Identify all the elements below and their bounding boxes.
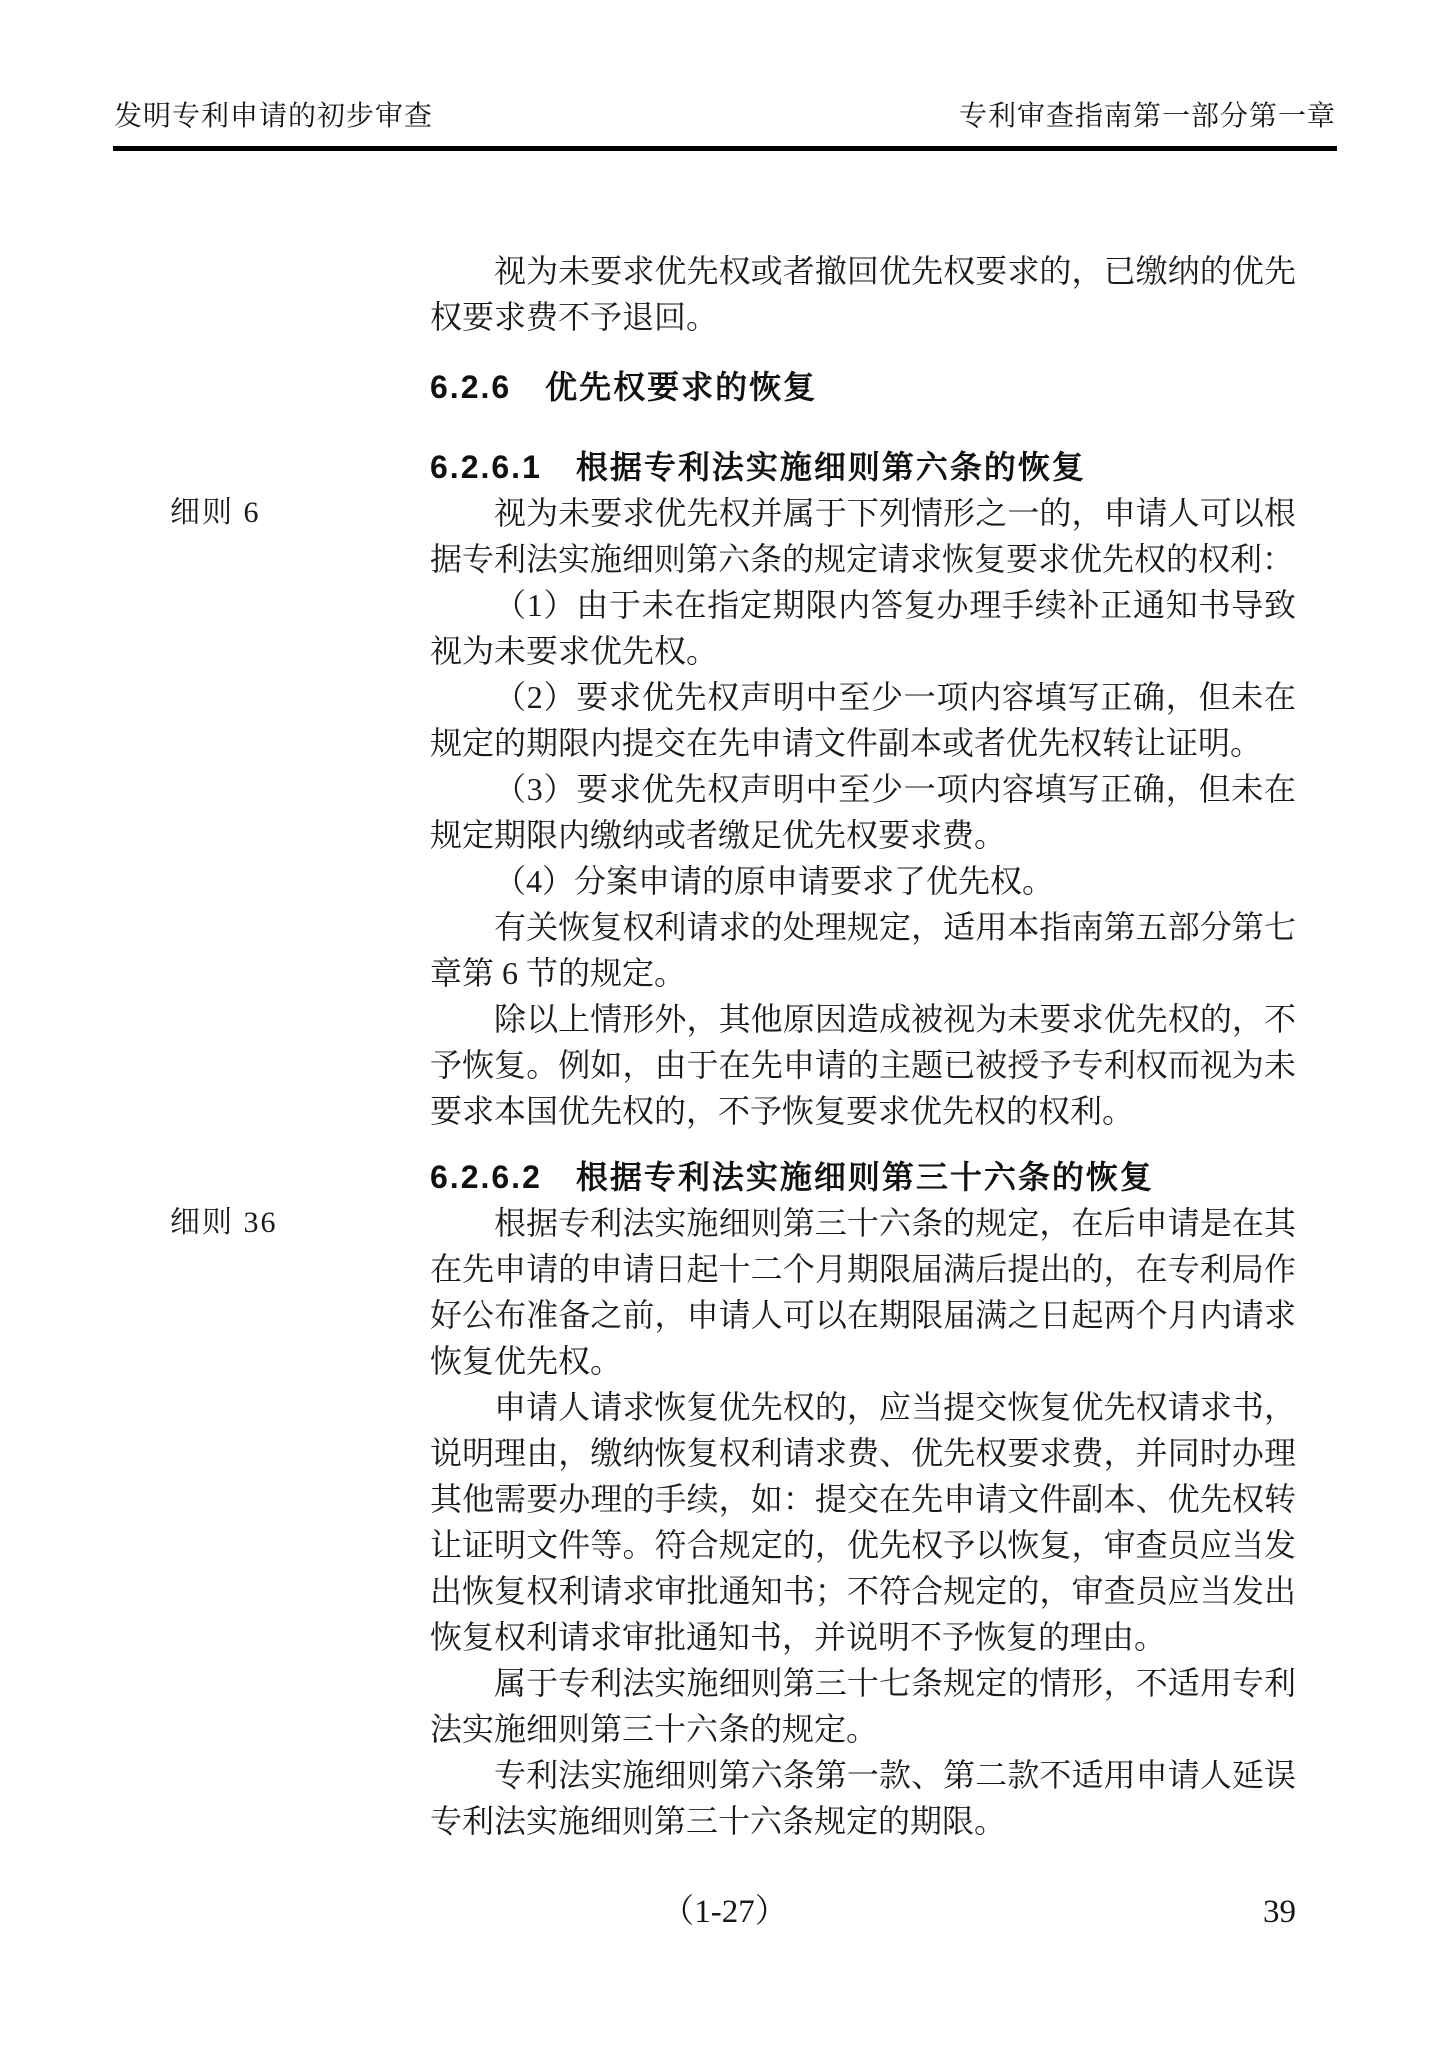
header-left-title: 发明专利申请的初步审查 xyxy=(114,101,434,132)
list-item-3: （3）要求优先权声明中至少一项内容填写正确，但未在规定期限内缴纳或者缴足优先权要求费。 xyxy=(430,771,1296,853)
document-body xyxy=(170,248,1296,1844)
paragraph-text: 视为未要求优先权并属于下列情形之一的，申请人可以根据专利法实施细则第六条的规定请求恢复要求优先权的权利： xyxy=(430,495,1296,577)
paragraph-exceptions: 除以上情形外，其他原因造成被视为未要求优先权的，不予恢复。例如，由于在先申请的主题已被授予专利权而视为未要求本国优先权的，不予恢复要求优先权的权利。 xyxy=(430,1001,1296,1129)
footer-page-number: 39 xyxy=(1263,1894,1296,1930)
paragraph-rule6-inapplicable: 专利法实施细则第六条第一款、第二款不适用申请人延误专利法实施细则第三十六条规定的期限。 xyxy=(430,1757,1296,1839)
footer-section-number: （1-27） xyxy=(661,1894,788,1930)
section-heading-6-2-6-1: 6.2.6.1 根据专利法实施细则第六条的恢复 xyxy=(430,449,1086,485)
paragraph-text: 根据专利法实施细则第三十六条的规定，在后申请是在其在先申请的申请日起十二个月期限届满后提出的，在专利局作好公布准备之前，申请人可以在期限届满之日起两个月内请求恢复优先权。 xyxy=(430,1205,1296,1379)
paragraph-handling-rules: 有关恢复权利请求的处理规定，适用本指南第五部分第七章第 6 节的规定。 xyxy=(430,909,1296,991)
header-rule xyxy=(113,146,1337,151)
list-item-2: （2）要求优先权声明中至少一项内容填写正确，但未在规定的期限内提交在先申请文件副本或者优先权转让证明。 xyxy=(430,679,1296,761)
paragraph-fee-not-refunded: 视为未要求优先权或者撤回优先权要求的，已缴纳的优先权要求费不予退回。 xyxy=(430,253,1296,335)
header-right-title: 专利审查指南第一部分第一章 xyxy=(958,101,1336,132)
paragraph-restoration-procedure: 申请人请求恢复优先权的，应当提交恢复优先权请求书，说明理由，缴纳恢复权利请求费、优先权要求费，并同时办理其他需要办理的手续，如：提交在先申请文件副本、优先权转让证明文件等。符合规定的，优先权予以恢复，审查员应当发出恢复权利请求审批通知书；不符合规定的，审查员应当发出恢复权利请求审批通知书，并说明不予恢复的理由。 xyxy=(430,1389,1296,1655)
section-heading-6-2-6-2: 6.2.6.2 根据专利法实施细则第三十六条的恢复 xyxy=(430,1159,1154,1195)
paragraph-rule37-exclusion: 属于专利法实施细则第三十七条规定的情形，不适用专利法实施细则第三十六条的规定。 xyxy=(430,1665,1296,1747)
list-item-4: （4）分案申请的原申请要求了优先权。 xyxy=(494,863,1055,899)
section-heading-6-2-6: 6.2.6 优先权要求的恢复 xyxy=(430,369,818,405)
paragraph-rule36-intro xyxy=(170,1200,1296,1384)
margin-note-rule-6: 细则 6 xyxy=(170,496,261,529)
paragraph-rule6-intro xyxy=(170,490,1296,582)
list-item-1: （1）由于未在指定期限内答复办理手续补正通知书导致视为未要求优先权。 xyxy=(430,587,1296,669)
running-header xyxy=(114,101,1336,133)
margin-note-rule-36: 细则 36 xyxy=(170,1206,278,1239)
